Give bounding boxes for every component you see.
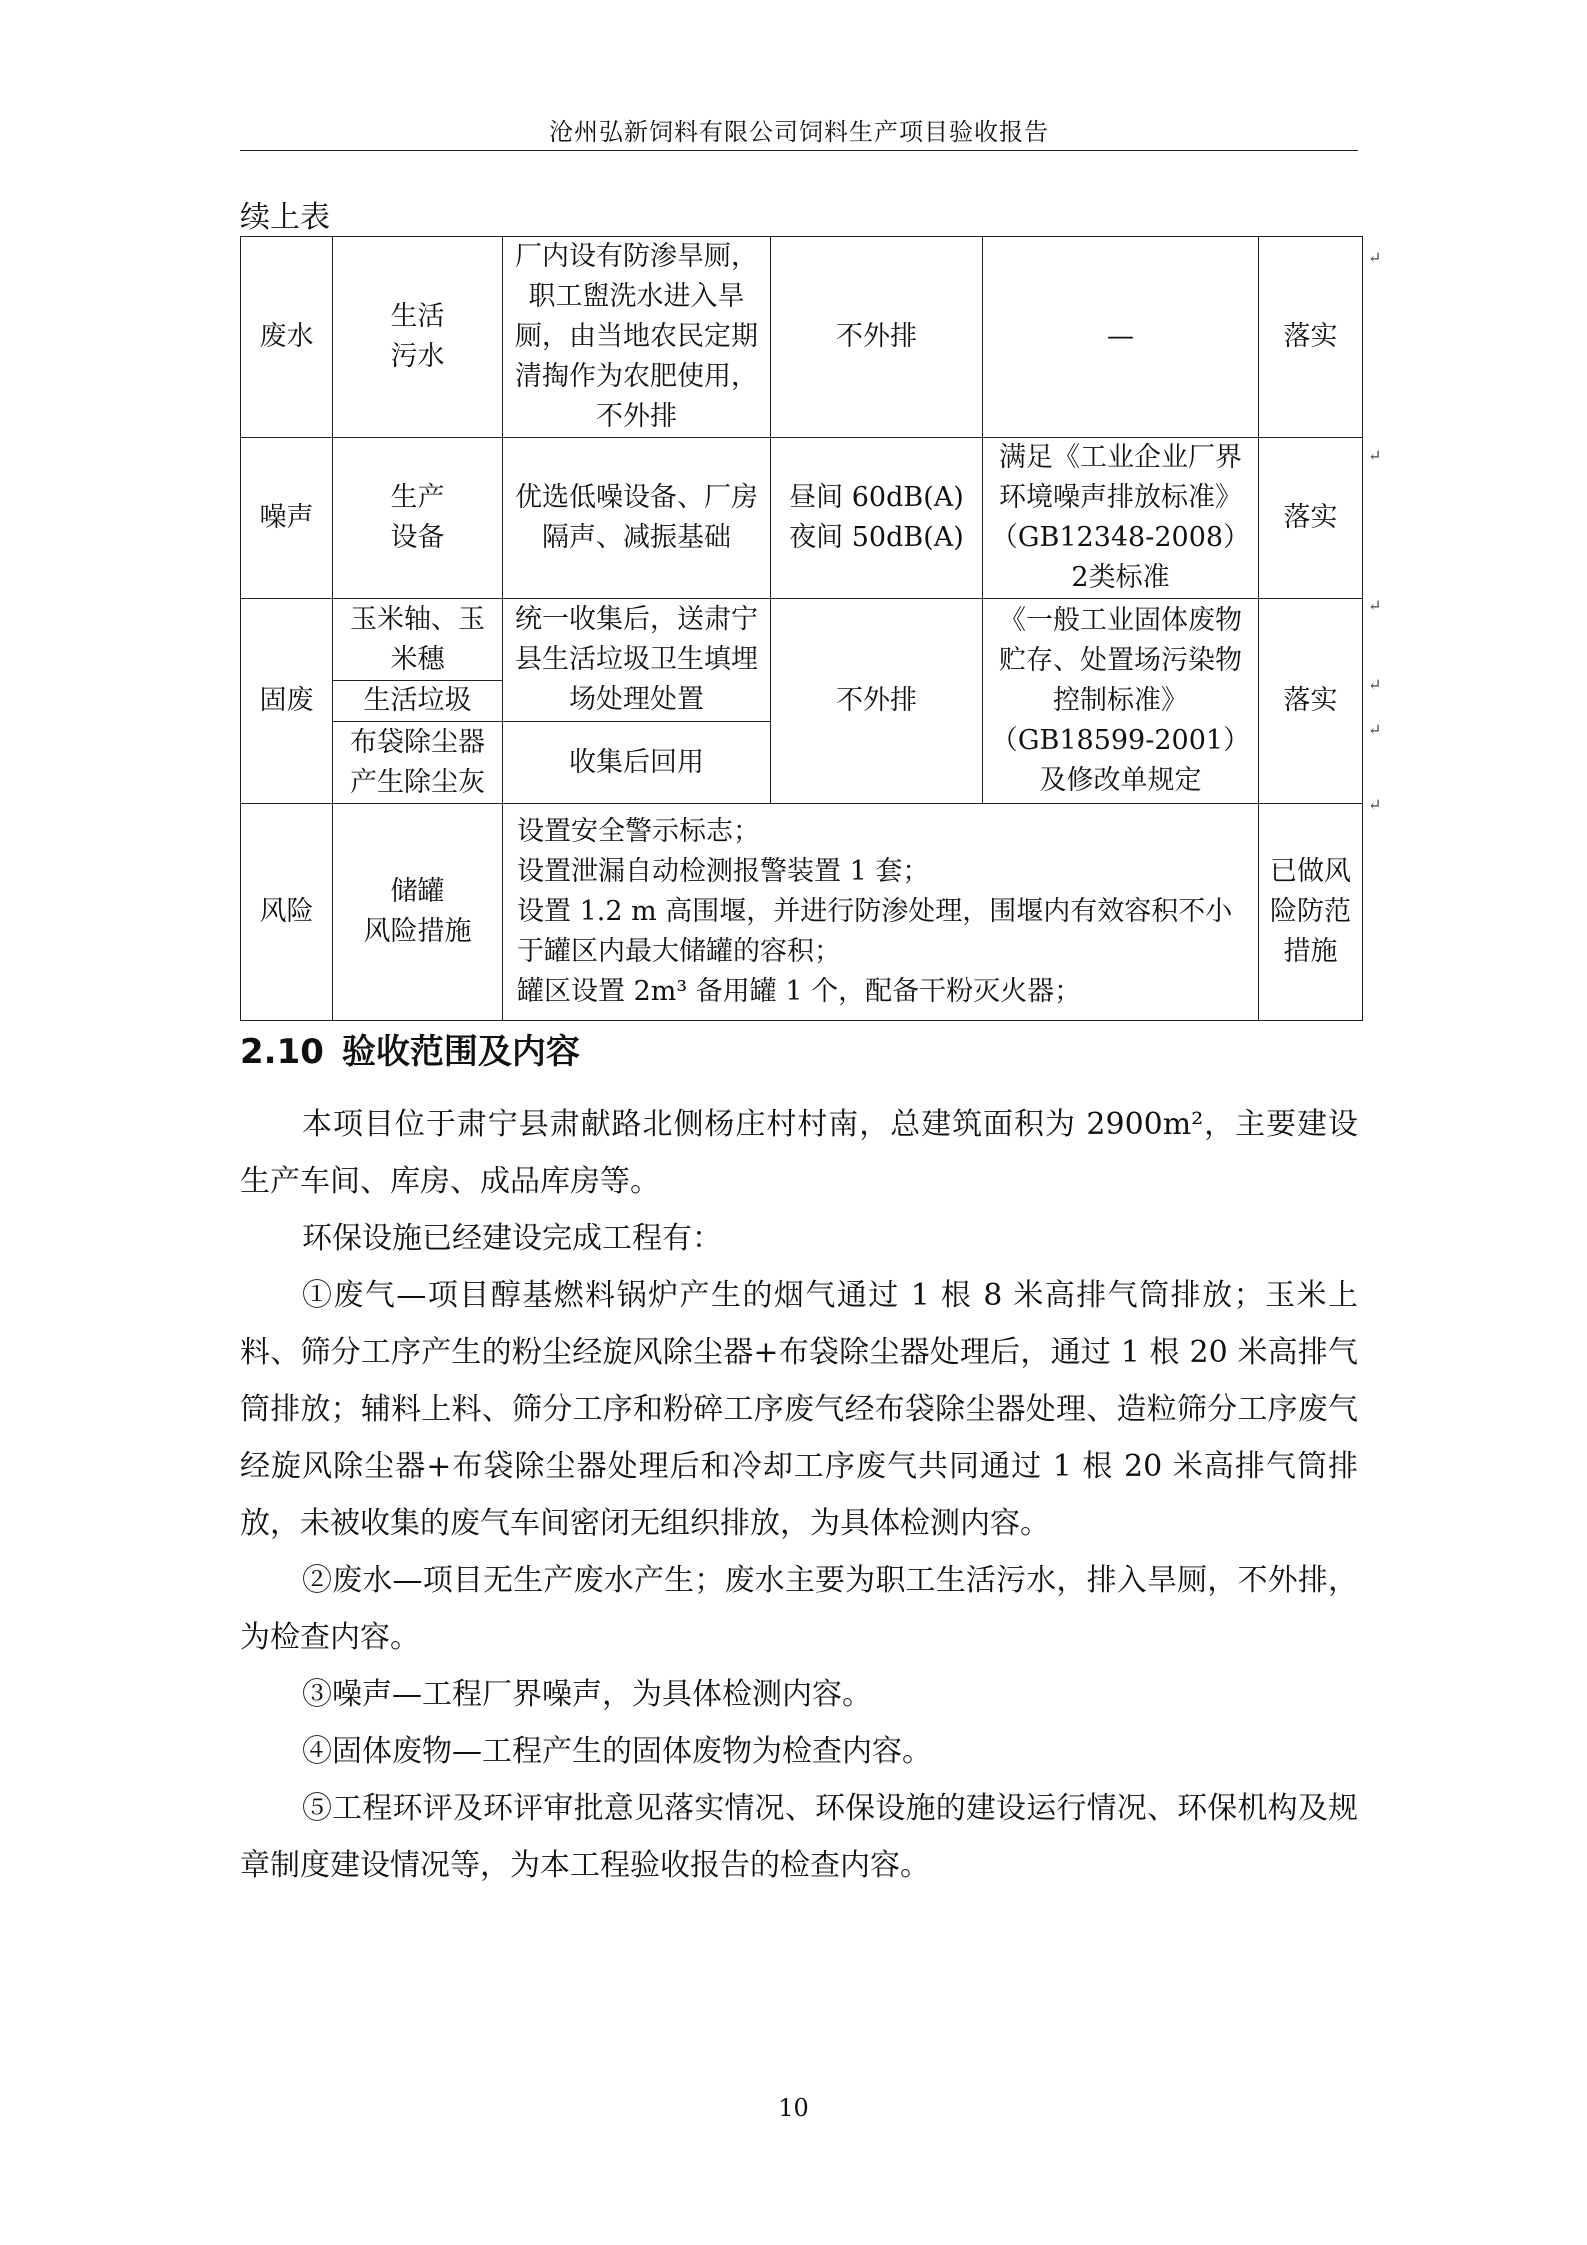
category-cell: 噪声 [241, 438, 333, 599]
target-cell: 昼间 60dB(A) 夜间 50dB(A) [771, 438, 983, 599]
target-cell: 不外排 [771, 237, 983, 438]
table-row [241, 237, 1363, 438]
table-row [241, 804, 1363, 1021]
source-cell: 储罐 风险措施 [333, 804, 503, 1021]
paragraph: ⑤工程环评及环评审批意见落实情况、环保设施的建设运行情况、环保机构及规章制度建设情况等，为本工程验收报告的检查内容。 [240, 1791, 1358, 1883]
table-continued-label: 续上表 [240, 200, 330, 235]
risk-measure-line: 设置泄漏自动检测报警装置 1 套； [517, 856, 930, 887]
page-number: 10 [778, 2094, 809, 2122]
paragraph: ③噪声—工程厂界噪声，为具体检测内容。 [302, 1677, 872, 1712]
section-number: 2.10 [240, 1032, 324, 1072]
source-cell: 生产 设备 [333, 438, 503, 599]
paragraph: 本项目位于肃宁县肃献路北侧杨庄村村南，总建筑面积为 2900m²，主要建设生产车间、库房、成品库房等。 [240, 1107, 1358, 1199]
paragraph: ④固体废物—工程产生的固体废物为检查内容。 [302, 1734, 932, 1769]
category-cell: 废水 [241, 237, 333, 438]
category-cell: 风险 [241, 804, 333, 1021]
section-heading [240, 1024, 580, 1073]
risk-measure-line: 罐区设置 2m³ 备用罐 1 个，配备干粉灭火器； [517, 976, 1082, 1007]
return-mark-icon: ↵ [1368, 675, 1382, 694]
return-mark-icon: ↵ [1368, 720, 1382, 739]
return-mark-icon: ↵ [1368, 596, 1382, 615]
return-mark-icon: ↵ [1368, 248, 1382, 267]
measure-cell: 优选低噪设备、厂房隔声、减振基础 [503, 438, 771, 599]
measure-cell: 收集后回用 [503, 722, 771, 804]
source-cell: 生活 污水 [333, 237, 503, 438]
environmental-measures-table [240, 236, 1363, 1021]
measure-cell: 统一收集后，送肃宁县生活垃圾卫生填埋场处理处置 [503, 599, 771, 722]
header-rule [240, 150, 1358, 151]
status-cell: 已做风险防范措施 [1259, 804, 1363, 1021]
risk-measure-line: 设置安全警示标志； [517, 816, 760, 847]
target-cell: 不外排 [771, 599, 983, 804]
page-header: 沧州弘新饲料有限公司饲料生产项目验收报告 [549, 118, 1049, 146]
section-title-text: 验收范围及内容 [341, 1032, 580, 1072]
risk-measures-cell [503, 804, 1259, 1021]
status-cell: 落实 [1259, 599, 1363, 804]
risk-measure-line: 设置 1.2 m 高围堰，并进行防渗处理，围堰内有效容积不小于罐区内最大储罐的容积； [517, 896, 1233, 967]
section-body [240, 1096, 1358, 1894]
standard-cell: 满足《工业企业厂界环境噪声排放标准》（GB12348-2008）2类标准 [983, 438, 1259, 599]
paragraph: ②废水—项目无生产废水产生；废水主要为职工生活污水，排入旱厕，不外排，为检查内容。 [240, 1563, 1358, 1655]
standard-cell: 《一般工业固体废物贮存、处置场污染物控制标准》（GB18599-2001）及修改单规定 [983, 599, 1259, 804]
standard-cell: — [983, 237, 1259, 438]
source-cell: 玉米轴、玉米穗 [333, 599, 503, 681]
return-mark-icon: ↵ [1368, 795, 1382, 814]
paragraph: ①废气—项目醇基燃料锅炉产生的烟气通过 1 根 8 米高排气筒排放；玉米上料、筛分工序产生的粉尘经旋风除尘器+布袋除尘器处理后，通过 1 根 20 米高排气筒排放；辅料上料、筛分工序和粉碎工序废气经布袋除尘器处理、造粒筛分工序废气经旋风除尘器+布袋除尘器处理后和冷却工序废气共同通过 1 根 20 米高排气筒排放，未被收集的废气车间密闭无组织排放，为具体检测内容。 [240, 1278, 1358, 1541]
table-row [241, 599, 1363, 681]
measure-cell: 厂内设有防渗旱厕，职工盥洗水进入旱厕，由当地农民定期清掏作为农肥使用，不外排 [503, 237, 771, 438]
return-mark-icon: ↵ [1368, 446, 1382, 465]
source-cell: 生活垃圾 [333, 681, 503, 722]
status-cell: 落实 [1259, 237, 1363, 438]
paragraph: 环保设施已经建设完成工程有： [302, 1221, 722, 1256]
status-cell: 落实 [1259, 438, 1363, 599]
table-row [241, 438, 1363, 599]
source-cell: 布袋除尘器产生除尘灰 [333, 722, 503, 804]
category-cell: 固废 [241, 599, 333, 804]
